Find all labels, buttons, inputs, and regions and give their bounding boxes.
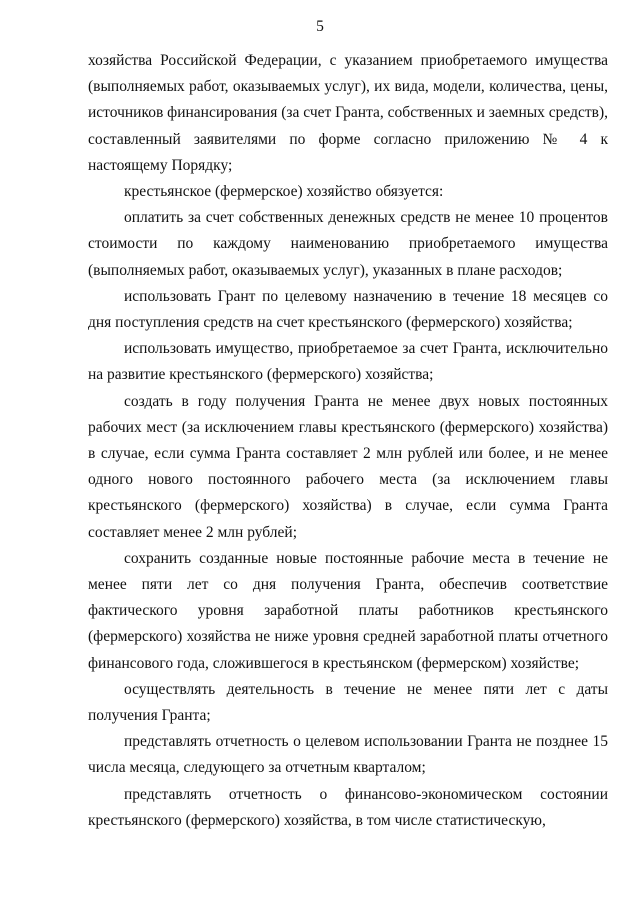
paragraph-keep-jobs: сохранить созданные новые постоянные рабочие места в течение не менее пяти лет со дня получения Гранта, обеспечив соответствие фактического уровня заработной платы работников крестьянского (фермерского) хозяйства не ниже уровня средней заработной платы отчетного финансового года, сложившегося в крестьянском (фермерском) хозяйстве; — [88, 549, 608, 672]
paragraph-property-use: использовать имущество, приобретаемое за счет Гранта, исключительно на развитие крестьянского (фермерского) хозяйства; — [88, 340, 608, 384]
paragraph-activity-duration: осуществлять деятельность в течение не менее пяти лет с даты получения Гранта; — [88, 680, 608, 725]
paragraph-grant-use-term: использовать Грант по целевому назначению в течение 18 месяцев со дня поступления средств на счет крестьянского (фермерского) хозяйства; — [88, 287, 608, 332]
page-number: 5 — [316, 18, 324, 35]
document-body — [88, 48, 608, 834]
paragraph-target-use-report: представлять отчетность о целевом использовании Гранта не позднее 15 числа месяца, следующего за отчетным кварталом; — [88, 733, 608, 777]
paragraph-expense-plan-continuation: хозяйства Российской Федерации, с указанием приобретаемого имущества (выполняемых работ, оказываемых услуг), их вида, модели, количества, цены, источников финансирования (за счет Гранта, собственных и заемных средств), составленный заявителями по форме согласно приложению № 4 к настоящему Порядку; — [88, 52, 608, 174]
paragraph-financial-report: представлять отчетность о финансово-экономическом состоянии крестьянского (фермерского) хозяйства, в том числе статистическую, — [88, 785, 608, 829]
paragraph-create-jobs: создать в году получения Гранта не менее двух новых постоянных рабочих мест (за исключением главы крестьянского (фермерского) хозяйства) в случае, если сумма Гранта составляет 2 млн рублей или более, и не менее одного нового постоянного рабочего места (за исключением главы крестьянского (фермерского) хозяйства) в случае, если сумма Гранта составляет менее 2 млн рублей; — [88, 392, 608, 541]
paragraph-own-funds-payment: оплатить за счет собственных денежных средств не менее 10 процентов стоимости по каждому наименованию приобретаемого имущества (выполняемых работ, оказываемых услуг), указанных в плане расходов; — [88, 209, 608, 279]
paragraph-farm-obligations-intro: крестьянское (фермерское) хозяйство обязуется: — [124, 183, 444, 201]
